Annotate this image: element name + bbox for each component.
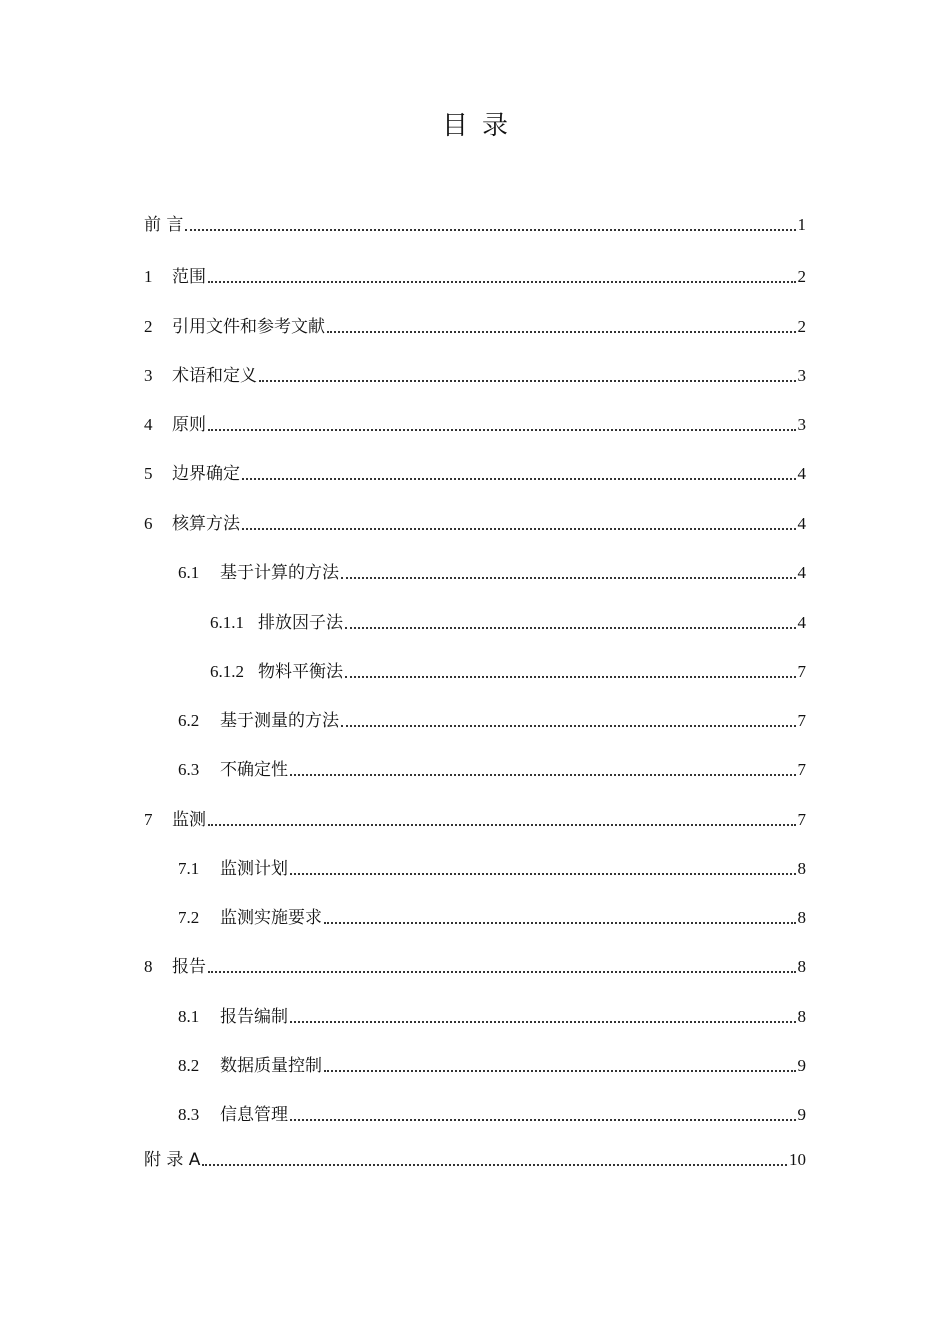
toc-entry-text: 报告编制 xyxy=(220,1007,288,1027)
toc-entry-text: 物料平衡法 xyxy=(258,662,343,682)
toc-entry[interactable] xyxy=(178,755,806,781)
toc-leader-dots xyxy=(324,1070,796,1072)
toc-entry-page: 7 xyxy=(797,662,806,681)
toc-entry-number: 8.2 xyxy=(178,1056,200,1075)
toc-entry-text: 报告 xyxy=(172,957,206,977)
toc-leader-dots xyxy=(324,922,796,924)
toc-entry[interactable] xyxy=(178,1002,806,1028)
toc-entry-number: 3 xyxy=(144,366,153,385)
toc-entry[interactable] xyxy=(144,262,806,288)
toc-leader-dots xyxy=(290,1021,796,1023)
toc-entry[interactable] xyxy=(178,903,806,929)
toc-entry-text: 排放因子法 xyxy=(258,613,343,633)
toc-entry[interactable] xyxy=(144,952,806,978)
toc-entry[interactable] xyxy=(144,410,806,436)
toc-leader-dots xyxy=(185,229,795,231)
toc-entry-page: 4 xyxy=(797,613,806,632)
toc-entry-text: 附 录 A xyxy=(144,1150,201,1170)
toc-entry[interactable] xyxy=(178,1051,806,1077)
toc-leader-dots xyxy=(208,281,796,283)
toc-entry-page: 8 xyxy=(797,859,806,878)
toc-leader-dots xyxy=(341,725,796,727)
toc-entry-number: 6.2 xyxy=(178,711,200,730)
toc-entry[interactable] xyxy=(178,854,806,880)
toc-entry-number: 6.1 xyxy=(178,563,200,582)
toc-leader-dots xyxy=(208,971,796,973)
toc-entry-page: 10 xyxy=(789,1150,806,1169)
toc-entry-text: 监测 xyxy=(172,810,206,830)
toc-entry-text: 基于计算的方法 xyxy=(220,563,339,583)
toc-entry-text: 监测计划 xyxy=(220,859,288,879)
toc-entry-page: 1 xyxy=(797,215,806,234)
toc-entry-number: 6.1.1 xyxy=(210,613,244,632)
toc-entry-text: 信息管理 xyxy=(220,1105,288,1125)
toc-entry-page: 7 xyxy=(797,810,806,829)
toc-entry-number: 1 xyxy=(144,267,153,286)
toc-leader-dots xyxy=(259,380,796,382)
toc-leader-dots xyxy=(327,331,796,333)
toc-entry-page: 2 xyxy=(797,267,806,286)
toc-entry-number: 5 xyxy=(144,464,153,483)
toc-leader-dots xyxy=(290,774,796,776)
toc-entry-text: 前 言 xyxy=(144,215,184,235)
toc-leader-dots xyxy=(341,577,796,579)
toc-leader-dots xyxy=(202,1164,787,1166)
toc-leader-dots xyxy=(208,824,796,826)
toc-entry-text: 范围 xyxy=(172,267,206,287)
toc-entry-text: 边界确定 xyxy=(172,464,240,484)
toc-leader-dots xyxy=(242,478,796,480)
toc-entry-text: 术语和定义 xyxy=(172,366,257,386)
toc-entry-page: 9 xyxy=(797,1105,806,1124)
toc-entry-number: 8.1 xyxy=(178,1007,200,1026)
toc-entry[interactable] xyxy=(178,1100,806,1126)
toc-entry-page: 2 xyxy=(797,317,806,336)
toc-entry[interactable] xyxy=(144,361,806,387)
toc-entry-text: 核算方法 xyxy=(172,514,240,534)
toc-entry-page: 3 xyxy=(797,415,806,434)
toc-entry-page: 4 xyxy=(797,514,806,533)
toc-leader-dots xyxy=(345,627,796,629)
toc-entry-number: 4 xyxy=(144,415,153,434)
toc-entry[interactable] xyxy=(178,558,806,584)
toc-entry[interactable] xyxy=(144,805,806,831)
toc-entry[interactable] xyxy=(178,706,806,732)
toc-entry-number: 8.3 xyxy=(178,1105,200,1124)
page-title: 目录 xyxy=(441,111,522,141)
toc-entry-number: 7.2 xyxy=(178,908,200,927)
toc-entry-page: 8 xyxy=(797,957,806,976)
toc-entry[interactable] xyxy=(144,459,806,485)
toc-leader-dots xyxy=(345,676,796,678)
toc-entry-text: 数据质量控制 xyxy=(220,1056,322,1076)
toc-entry-text: 引用文件和参考文献 xyxy=(172,317,325,337)
toc-entry[interactable] xyxy=(144,210,806,236)
toc-entry-page: 7 xyxy=(797,760,806,779)
toc-entry-page: 7 xyxy=(797,711,806,730)
toc-entry-text: 基于测量的方法 xyxy=(220,711,339,731)
toc-entry-page: 4 xyxy=(797,464,806,483)
toc-entry-number: 7 xyxy=(144,810,153,829)
toc-entry-page: 8 xyxy=(797,908,806,927)
toc-entry-number: 2 xyxy=(144,317,153,336)
toc-entry-page: 9 xyxy=(797,1056,806,1075)
toc-entry-page: 4 xyxy=(797,563,806,582)
toc-entry[interactable] xyxy=(144,312,806,338)
toc-entry-text: 不确定性 xyxy=(220,760,288,780)
toc-entry[interactable] xyxy=(210,657,806,683)
toc-entry-page: 3 xyxy=(797,366,806,385)
toc-entry[interactable] xyxy=(210,608,806,634)
toc-entry-number: 8 xyxy=(144,957,153,976)
toc-entry-number: 6 xyxy=(144,514,153,533)
toc-leader-dots xyxy=(242,528,796,530)
toc-entry-text: 原则 xyxy=(172,415,206,435)
toc-leader-dots xyxy=(208,429,796,431)
toc-entry-text: 监测实施要求 xyxy=(220,908,322,928)
toc-entry-number: 6.1.2 xyxy=(210,662,244,681)
toc-entry-number: 6.3 xyxy=(178,760,200,779)
toc-leader-dots xyxy=(290,1119,796,1121)
toc-leader-dots xyxy=(290,873,796,875)
toc-entry-number: 7.1 xyxy=(178,859,200,878)
toc-entry[interactable] xyxy=(144,1145,806,1171)
toc-entry-page: 8 xyxy=(797,1007,806,1026)
toc-entry[interactable] xyxy=(144,509,806,535)
